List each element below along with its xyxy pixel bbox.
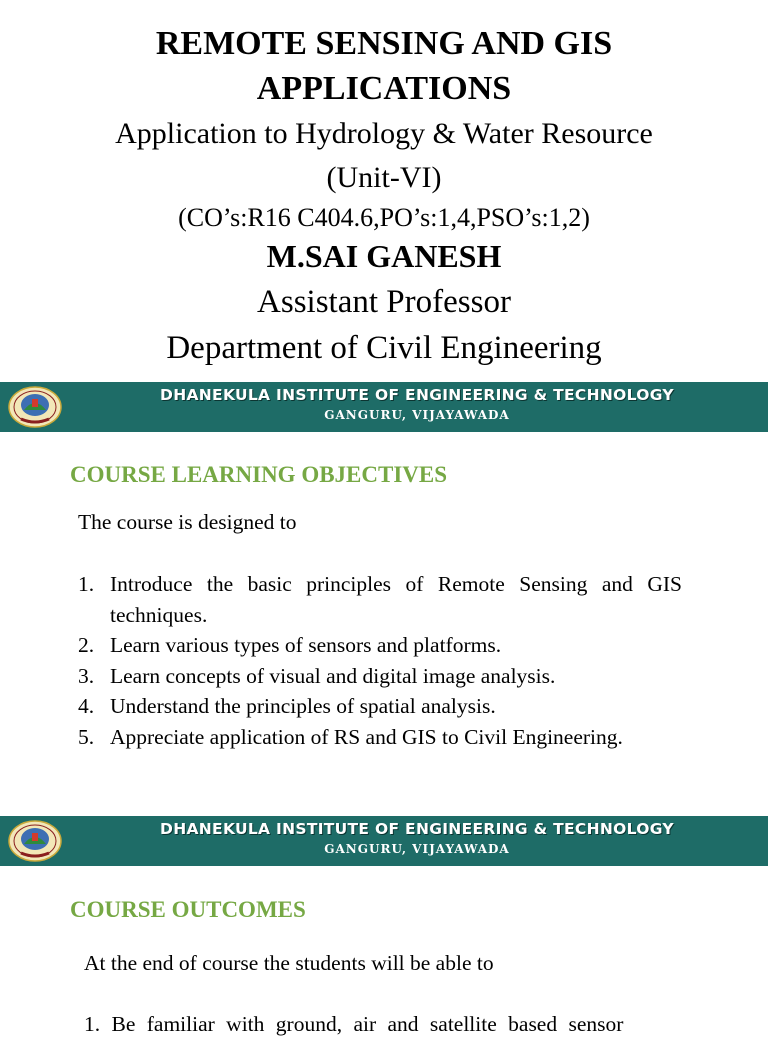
- list-item-number: 3.: [78, 663, 95, 688]
- objectives-intro: The course is designed to: [78, 510, 297, 534]
- list-item-number: 2.: [78, 633, 95, 658]
- list-item: [78, 630, 682, 661]
- outcomes-first-item: 1. Be familiar with ground, air and satellite based sensor: [84, 1012, 624, 1036]
- list-item-number: 5.: [78, 724, 95, 749]
- list-item: [78, 661, 682, 692]
- institution-banner: [0, 382, 768, 432]
- list-item: [78, 691, 682, 722]
- outcomes-intro: At the end of course the students will be able to: [84, 951, 494, 975]
- course-codes: (CO’s:R16 C404.6,PO’s:1,4,PSO’s:1,2): [178, 203, 590, 232]
- title-line-1: REMOTE SENSING AND GIS: [155, 25, 613, 62]
- college-seal-icon: [7, 386, 63, 428]
- objectives-heading: COURSE LEARNING OBJECTIVES: [70, 462, 448, 487]
- list-item-number: 1.: [78, 572, 95, 596]
- outcomes-heading: COURSE OUTCOMES: [70, 897, 306, 922]
- department: Department of Civil Engineering: [166, 330, 602, 366]
- college-seal-icon: [7, 820, 63, 862]
- designation: Assistant Professor: [257, 284, 511, 320]
- list-item-text: Understand the principles of spatial analysis.: [110, 694, 496, 719]
- institution-name: DHANEKULA INSTITUTE OF ENGINEERING & TECHNOLOGY: [160, 386, 674, 404]
- list-item-text: Learn concepts of visual and digital image analysis.: [110, 663, 556, 688]
- list-item-number: 4.: [78, 694, 95, 719]
- list-item-text: Introduce the basic principles of Remote Sensing and GIS techniques.: [110, 572, 682, 627]
- title-line-2: APPLICATIONS: [256, 70, 512, 107]
- objectives-list: [78, 569, 682, 753]
- institution-banner: [0, 816, 768, 866]
- subtitle: Application to Hydrology & Water Resource: [115, 117, 653, 150]
- unit-label: (Unit-VI): [326, 161, 442, 194]
- institution-name: DHANEKULA INSTITUTE OF ENGINEERING & TECHNOLOGY: [160, 820, 674, 838]
- list-item: [78, 569, 682, 630]
- list-item-text: Learn various types of sensors and platforms.: [110, 633, 502, 658]
- list-item-text: Appreciate application of RS and GIS to Civil Engineering.: [110, 724, 623, 749]
- institution-location: GANGURU, VIJAYAWADA: [324, 842, 510, 856]
- institution-location: GANGURU, VIJAYAWADA: [324, 408, 510, 422]
- list-item: [78, 722, 682, 753]
- author-name: M.SAI GANESH: [266, 238, 502, 274]
